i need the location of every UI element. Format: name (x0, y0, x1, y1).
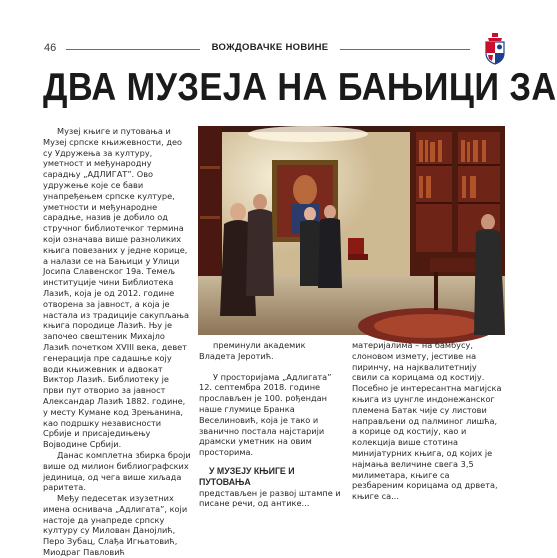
page-number: 46 (44, 42, 57, 54)
paragraph: У просторијама „Адлигата” 12. септембра 2018. године прослављен је 100. рођендан наше глумице Бранка Веселиновић, која је тако и званично постала најстарији драмски уметник на овим просторима. (199, 371, 332, 458)
publication-name: ВОЖДОВАЧКЕ НОВИНЕ (211, 42, 329, 53)
article-middle-column (199, 340, 344, 509)
section-subhead: У МУЗЕЈУ КЊИГЕ И ПУТОВАЊА (199, 465, 295, 487)
article-right-column (352, 340, 502, 502)
coat-of-arms-icon (483, 33, 507, 65)
article-photo (198, 126, 505, 335)
article-left-column (43, 126, 191, 558)
paragraph: Данас комплетна збирка броји више од милион библиографских јединица, од чега више хиљада раритета. (43, 449, 191, 493)
paragraph: материјалима – на бамбусу, слоновом изметy, јестиве на пиринчу, на најквалитетнију свили са корицама од костију. Посебно је интересантна магијска књига из џунгле индонежанског племена Батак чије су листови направљени од палминог лишћа, а корице од костију, као и колекција више стотина минијатурних књига, од којих је најмања величине свега 3,5 милиметара, књиге са резбареним корицама од дрвета, књиге са... (352, 340, 502, 502)
paragraph: представљен је развој штампе и писане речи, од антике... (199, 487, 341, 509)
header-rule-left (66, 49, 200, 50)
paragraph: Музеј књиге и путовања и Музеј српске књижевности, део су Удружења за културу, уметност и међународну сарадњу „АДЛИГАТ”. Ово удружење које се бави унапређењем српске културе, уметности и међународне сарадње, назив је добило од стручног библиотечког термина који означава више разноликих књига повезаних у једне корице, а налази се на Бањици у Улици Јосипа Славенског 19а. Темељ институције чини Библиотека Лазић, која је од 2012. године отворена за јавност, а која је настала из традиције сакупљања књига породице Лазић. Њу је започео свештеник Михајло Лазић почетком XVIII века, девет генерација пре садашње коју води књижевник и адвокат Виктор Лазић. Библиотеку је први пут отворио за јавност Александар Лазић 1882. године, у месту Кумане код Зрењанина, као подршку независности Србије и присаједињењу Војводине Србији. (43, 126, 190, 450)
header-rule-right (340, 49, 470, 50)
article-headline: ДВА МУЗЕЈА НА БАЊИЦИ ЗА (43, 66, 557, 109)
paragraph: Међу педесетак изузетних имена оснивача „Адлигата”, који настоје да унапреде српску културу су Милован Данојлић, Перо Зубац, Слађа Игњатовић, Миодраг Павловић (43, 493, 188, 558)
paragraph: преминули академик Владета Јеротић. (199, 340, 306, 361)
